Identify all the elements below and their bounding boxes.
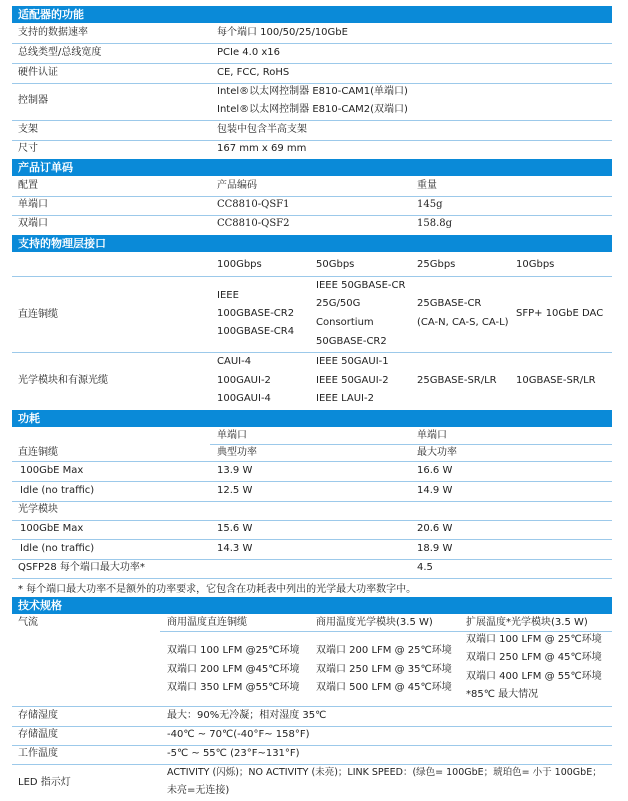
power-head-a2: 典型功率: [217, 447, 257, 458]
power-copper-row2-typ: 12.5 W: [217, 485, 253, 496]
specs-led-line1: ACTIVITY (闪烁)；NO ACTIVITY (未亮)；LINK SPEED：(绿色= 100GbE；琥珀色= 小于 100GbE；: [167, 767, 602, 778]
phy-optical-50g-1: IEEE 50GAUI-1: [316, 356, 389, 367]
power-copper-row1-max: 16.6 W: [417, 465, 453, 476]
section-header-specs: 技术规格: [12, 597, 612, 614]
power-qsfp-label: QSFP28 每个端口最大功率*: [18, 562, 145, 573]
specs-col1-line1: 双端口 100 LFM @25℃环境: [167, 645, 300, 656]
specs-col1-head: 商用温度直连铜缆: [167, 617, 247, 628]
specs-storage-temp-value: -40℃ ~ 70℃(-40°F~ 158°F): [167, 729, 310, 740]
ordering-config-1: 单端口: [18, 199, 48, 210]
power-optical-row2-label: Idle (no traffic): [20, 543, 95, 554]
phy-copper-50g-3: Consortium: [316, 317, 374, 328]
ordering-weight-2: 158.8g: [417, 218, 453, 229]
specs-led-label: LED 指示灯: [18, 777, 71, 788]
phy-copper-label: 直连铜缆: [18, 309, 58, 320]
adapter-label-rate: 支持的数据速率: [18, 27, 88, 38]
adapter-label-controller: 控制器: [18, 95, 48, 106]
specs-airflow-label: 气流: [18, 617, 38, 628]
ordering-code-1: CC8810-QSF1: [217, 199, 290, 210]
ordering-header-weight: 重量: [417, 180, 437, 191]
specs-col3-line2: 双端口 250 LFM @ 45℃环境: [466, 652, 602, 663]
phy-copper-100g-3: 100GBASE-CR4: [217, 326, 295, 337]
phy-copper-50g-4: 50GBASE-CR2: [316, 336, 387, 347]
specs-col2-head: 商用温度光学模块(3.5 W): [316, 617, 433, 628]
specs-led-line2: 未亮=无连接): [167, 785, 230, 796]
specs-storage-humidity-label: 存储湿度: [18, 710, 58, 721]
phy-copper-10g-1: SFP+ 10GbE DAC: [516, 308, 604, 319]
ordering-weight-1: 145g: [417, 199, 443, 210]
phy-optical-25g-1: 25GBASE-SR/LR: [417, 375, 497, 386]
specs-operating-temp-label: 工作温度: [18, 748, 58, 759]
adapter-value-bracket: 包装中包含半高支架: [217, 124, 307, 135]
adapter-label-size: 尺寸: [18, 143, 38, 154]
section-header-power: 功耗: [12, 410, 612, 427]
adapter-value-controller-2: Intel®以太网控制器 E810-CAM2(双端口): [217, 104, 408, 115]
power-footnote: * 每个端口最大功率不是额外的功率要求，它包含在功耗表中列出的光学最大功率数字中。: [18, 584, 417, 595]
adapter-value-controller-1: Intel®以太网控制器 E810-CAM1(单端口): [217, 86, 408, 97]
specs-col2-line2: 双端口 250 LFM @ 35℃环境: [316, 664, 452, 675]
specs-operating-temp-value: -5℃ ~ 55℃ (23°F~131°F): [167, 748, 300, 759]
adapter-value-size: 167 mm x 69 mm: [217, 143, 307, 154]
specs-col3-line4: *85℃ 最大情况: [466, 689, 539, 700]
power-copper-label: 直连铜缆: [18, 447, 58, 458]
power-optical-label: 光学模块: [18, 504, 58, 515]
phy-optical-label: 光学模块和有源光缆: [18, 375, 108, 386]
specs-col1-line3: 双端口 350 LFM @55℃环境: [167, 682, 300, 693]
phy-optical-100g-2: 100GAUI-2: [217, 375, 271, 386]
adapter-value-cert: CE, FCC, RoHS: [217, 67, 290, 78]
phy-copper-50g-1: IEEE 50GBASE-CR: [316, 280, 406, 291]
section-header-adapter: 适配器的功能: [12, 6, 612, 23]
phy-copper-100g-1: IEEE: [217, 290, 239, 301]
power-optical-row2-typ: 14.3 W: [217, 543, 253, 554]
power-optical-row1-max: 20.6 W: [417, 523, 453, 534]
phy-optical-100g-1: CAUI-4: [217, 356, 252, 367]
specs-col2-line1: 双端口 200 LFM @ 25℃环境: [316, 645, 452, 656]
power-optical-row2-max: 18.9 W: [417, 543, 453, 554]
adapter-label-bus: 总线类型/总线宽度: [18, 47, 102, 58]
specs-col3-line1: 双端口 100 LFM @ 25℃环境: [466, 634, 602, 645]
phy-copper-100g-2: 100GBASE-CR2: [217, 308, 295, 319]
phy-copper-25g-1: 25GBASE-CR: [417, 298, 482, 309]
adapter-label-cert: 硬件认证: [18, 67, 58, 78]
power-head-a1: 单端口: [217, 430, 247, 441]
phy-header-25g: 25Gbps: [417, 259, 456, 270]
power-optical-row1-label: 100GbE Max: [20, 523, 84, 534]
phy-optical-100g-3: 100GAUI-4: [217, 393, 271, 404]
power-optical-row1-typ: 15.6 W: [217, 523, 253, 534]
ordering-code-2: CC8810-QSF2: [217, 218, 290, 229]
ordering-config-2: 双端口: [18, 218, 48, 229]
phy-header-100g: 100Gbps: [217, 259, 262, 270]
specs-storage-humidity-value: 最大：90%无冷凝；相对湿度 35℃: [167, 710, 327, 721]
power-head-b2: 最大功率: [417, 447, 457, 458]
power-copper-row1-typ: 13.9 W: [217, 465, 253, 476]
specs-col1-line2: 双端口 200 LFM @45℃环境: [167, 664, 300, 675]
specs-col3-head: 扩展温度*光学模块(3.5 W): [466, 617, 588, 628]
adapter-label-bracket: 支架: [18, 124, 38, 135]
phy-copper-25g-2: (CA-N, CA-S, CA-L): [417, 317, 509, 328]
power-copper-row2-label: Idle (no traffic): [20, 485, 95, 496]
power-head-b1: 单端口: [417, 430, 447, 441]
section-header-ordering: 产品订单码: [12, 159, 612, 176]
phy-copper-50g-2: 25G/50G: [316, 298, 361, 309]
phy-optical-10g-1: 10GBASE-SR/LR: [516, 375, 596, 386]
section-header-phy: 支持的物理层接口: [12, 235, 612, 252]
specs-storage-temp-label: 存储温度: [18, 729, 58, 740]
specs-col3-line3: 双端口 400 LFM @ 55℃环境: [466, 671, 602, 682]
ordering-header-config: 配置: [18, 180, 38, 191]
phy-header-10g: 10Gbps: [516, 259, 555, 270]
ordering-header-code: 产品编码: [217, 180, 257, 191]
power-qsfp-value: 4.5: [417, 562, 433, 573]
power-copper-row1-label: 100GbE Max: [20, 465, 84, 476]
phy-header-50g: 50Gbps: [316, 259, 355, 270]
phy-optical-50g-3: IEEE LAUI-2: [316, 393, 374, 404]
power-copper-row2-max: 14.9 W: [417, 485, 453, 496]
adapter-value-rate: 每个端口 100/50/25/10GbE: [217, 27, 348, 38]
specs-col2-line3: 双端口 500 LFM @ 45℃环境: [316, 682, 452, 693]
phy-optical-50g-2: IEEE 50GAUI-2: [316, 375, 389, 386]
adapter-value-bus: PCIe 4.0 x16: [217, 47, 281, 58]
